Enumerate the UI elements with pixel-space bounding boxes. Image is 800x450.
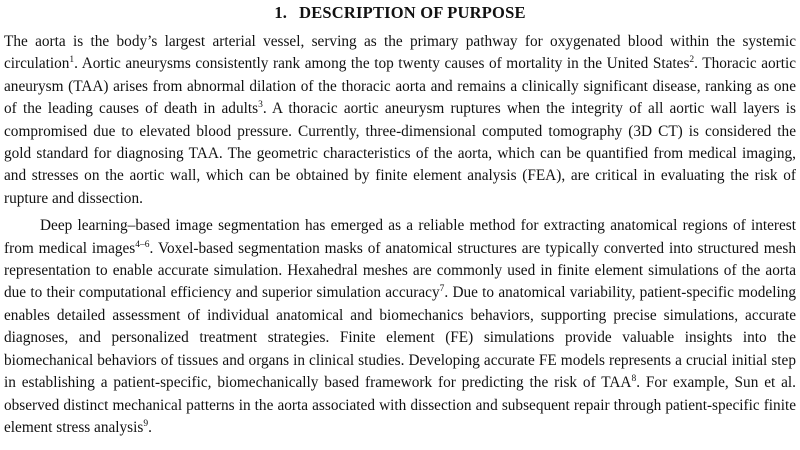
citation-superscript: 1 bbox=[69, 55, 75, 66]
paragraph-text: . For example, Sun et al. observed distinct mechanical patterns in the aorta associated with dissection and subsequent repair through patient-specific finite element stress analysis bbox=[4, 374, 796, 436]
body-paragraph bbox=[4, 31, 796, 210]
paragraph-text: The aorta is the body’s largest arterial vessel, serving as the primary pathway for oxygenated blood within the systemic circulation bbox=[4, 33, 796, 73]
paragraph-text: . Aortic aneurysms consistently rank among the top twenty causes of mortality in the United States bbox=[74, 55, 690, 73]
citation-superscript: 2 bbox=[689, 55, 695, 66]
paragraph-text: Deep learning–based image segmentation has emerged as a reliable method for extracting anatomical regions of interest from medical images bbox=[4, 217, 796, 257]
citation-superscript: 7 bbox=[439, 284, 445, 295]
paragraph-text: . Voxel-based segmentation masks of anatomical structures are typically converted into structured mesh representation to enable accurate simulation. Hexahedral meshes are commonly used in finite element simulations of the aorta due to their computational efficiency and superior simulation accuracy bbox=[4, 239, 796, 302]
paragraph-text: . bbox=[148, 418, 152, 436]
paragraph-text: . A thoracic aortic aneurysm ruptures when the integrity of all aortic wall layers is compromised due to elevated blood pressure. Currently, three-dimensional computed tomography (3D CT) is considered the gold standard for diagnosing TAA. The geometric characteristics of the aorta, which can be quantified from medical imaging, and stresses on the aortic wall, which can be obtained by finite element analysis (FEA), are critical in evaluating the risk of rupture and dissection. bbox=[4, 100, 796, 207]
body-paragraph bbox=[4, 215, 796, 439]
section-title: DESCRIPTION OF PURPOSE bbox=[299, 3, 526, 22]
citation-superscript: 9 bbox=[143, 418, 149, 429]
section-heading bbox=[4, 3, 796, 23]
paragraph-text: . Due to anatomical variability, patient-specific modeling enables detailed assessment of individual anatomical and biomechanics behaviors, supporting precise simulations, accurate diagnoses, and personalized treatment strategies. Finite element (FE) simulations provide valuable insights into the biomechanical behaviors of tissues and organs in clinical studies. Developing accurate FE models represents a crucial initial step in establishing a patient-specific, biomechanically based framework for predicting the risk of TAA bbox=[4, 284, 796, 392]
citation-superscript: 4–6 bbox=[135, 239, 150, 250]
paragraph-text: . Thoracic aortic aneurysm (TAA) arises from abnormal dilation of the thoracic aorta and remains a clinically significant disease, ranking as one of the leading causes of death in adults bbox=[4, 55, 797, 118]
section-number: 1. bbox=[274, 3, 288, 22]
citation-superscript: 3 bbox=[258, 100, 263, 111]
citation-superscript: 8 bbox=[631, 374, 637, 385]
